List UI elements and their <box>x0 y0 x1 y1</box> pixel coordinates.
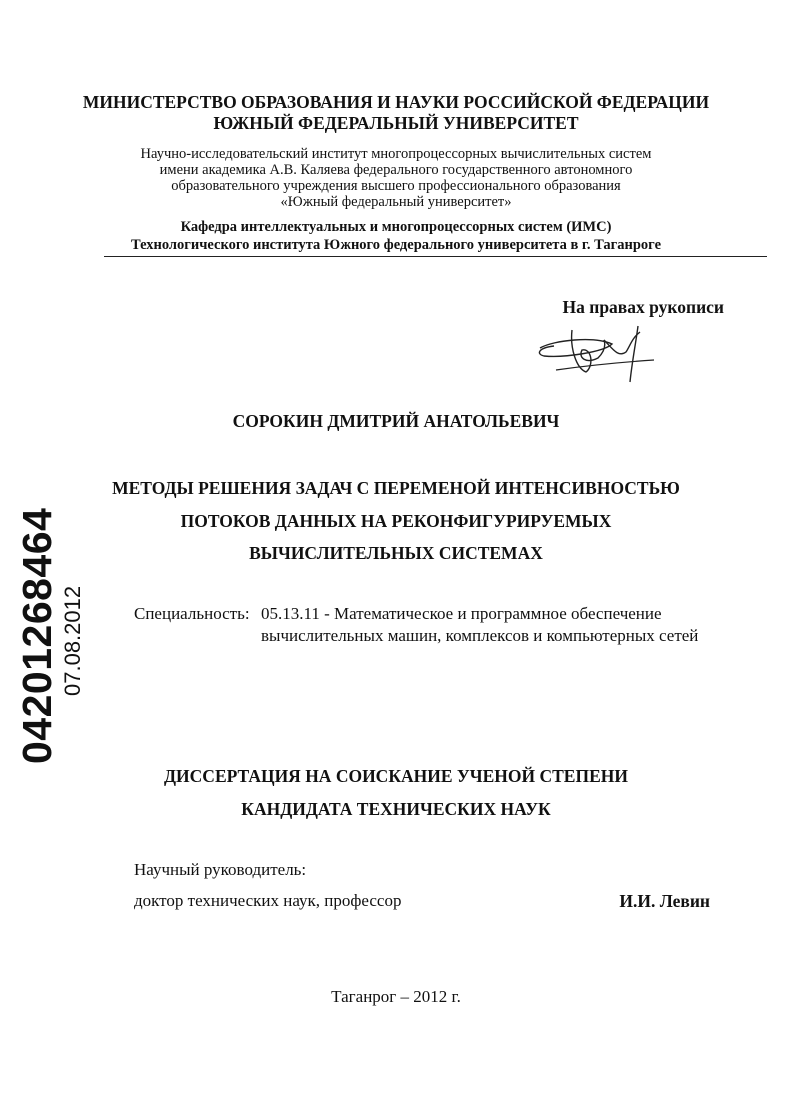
header-divider <box>104 256 767 257</box>
thesis-title <box>0 472 792 570</box>
city-year: Таганрог – 2012 г. <box>331 987 461 1006</box>
specialty-label: Специальность: <box>134 604 250 623</box>
institute-block <box>0 146 792 210</box>
signature-icon <box>534 318 664 390</box>
institute-line: имени академика А.В. Каляева федерального государственного автономного <box>159 162 633 178</box>
institute-line: Научно-исследовательский институт многопроцессорных вычислительных систем <box>140 146 652 162</box>
supervisor-rank: доктор технических наук, профессор <box>134 891 402 910</box>
department-institute: Технологического института Южного федерального университета в г. Таганроге <box>130 237 662 253</box>
thesis-title-line: ПОТОКОВ ДАННЫХ НА РЕКОНФИГУРИРУЕМЫХ <box>180 510 612 531</box>
specialty-value: 05.13.11 - Математическое и программное обеспечение вычислительных машин, комплексов и компьютерных сетей <box>261 604 699 645</box>
institute-line: образовательного учреждения высшего профессионального образования <box>171 178 621 194</box>
ministry-name: МИНИСТЕРСТВО ОБРАЗОВАНИЯ И НАУКИ РОССИЙСКОЙ ФЕДЕРАЦИИ <box>82 92 710 112</box>
stamp-number: 04201268464 <box>14 507 60 764</box>
thesis-title-line: ВЫЧИСЛИТЕЛЬНЫХ СИСТЕМАХ <box>249 543 543 563</box>
manuscript-note: На правах рукописи <box>562 297 724 317</box>
author-name: СОРОКИН ДМИТРИЙ АНАТОЛЬЕВИЧ <box>232 411 560 431</box>
department-name: Кафедра интеллектуальных и многопроцессорных систем (ИМС) <box>180 219 612 235</box>
department-block <box>0 218 792 254</box>
stamp-date: 07.08.2012 <box>60 585 85 696</box>
institute-line: «Южный федеральный университет» <box>280 194 512 210</box>
university-name: ЮЖНЫЙ ФЕДЕРАЛЬНЫЙ УНИВЕРСИТЕТ <box>213 113 579 133</box>
ministry-header <box>0 92 792 134</box>
supervisor-name: И.И. Левин <box>619 891 710 911</box>
degree-line: КАНДИДАТА ТЕХНИЧЕСКИХ НАУК <box>241 799 551 819</box>
degree-statement <box>0 760 792 826</box>
thesis-title-line: МЕТОДЫ РЕШЕНИЯ ЗАДАЧ С ПЕРЕМЕНОЙ ИНТЕНСИВНОСТЬЮ <box>112 478 680 498</box>
supervisor-title: Научный руководитель: <box>134 860 307 879</box>
degree-line: ДИССЕРТАЦИЯ НА СОИСКАНИЕ УЧЕНОЙ СТЕПЕНИ <box>164 766 628 786</box>
